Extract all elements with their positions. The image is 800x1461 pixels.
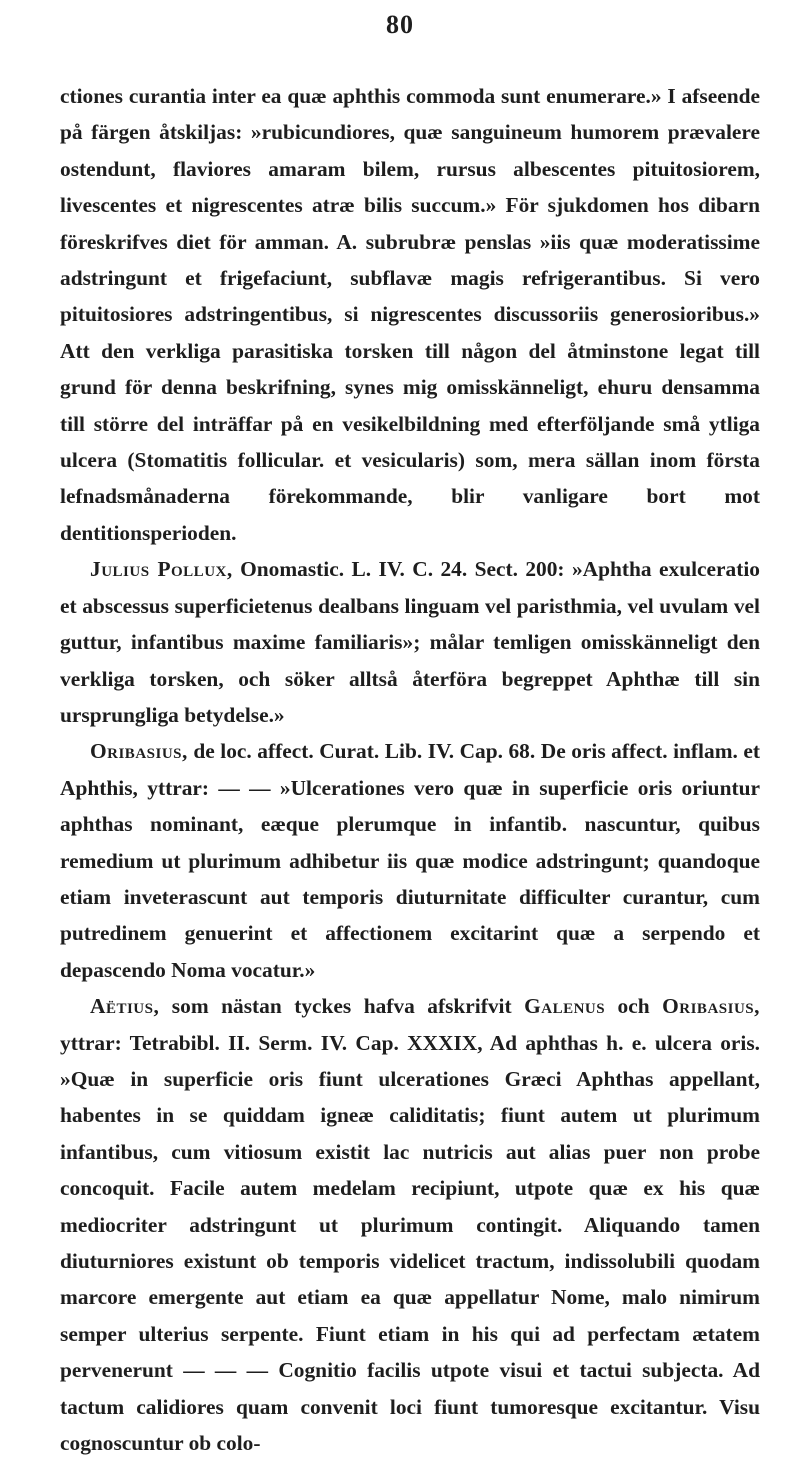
paragraph-text: Onomastic. L. IV. C. 24. Sect. 200: »Aphtha exulceratio et abscessus superficietenus dealbans linguam vel paristhmia, vel uvulam vel guttur, infantibus maxime familiaris»; målar temligen omisskänneligt den verkliga torsken, och söker alltså återföra begreppet Aphthæ till sin ursprungliga betydelse.» [60, 557, 760, 727]
author-name: Julius Pollux, [90, 557, 233, 582]
author-name: Oribasius, [90, 739, 188, 764]
author-name: Aëtius, [90, 994, 160, 1019]
page-number: 80 [386, 10, 414, 39]
paragraph-text: de loc. affect. Curat. Lib. IV. Cap. 68. De oris affect. inflam. et Aphthis, yttrar: — — »Ulcerationes vero quæ in superficie oris oriuntur aphthas nominant, eæque plerumque in infantib. nascuntur, quibus remedium ut plurimum adhibetur iis quæ modice adstringunt; quandoque etiam inveterascunt aut temporis diuturnitate difficulter curantur, cum putredinem genuerint et affectionem excitarint quæ a serpendo et depascendo Noma vocatur.» [60, 739, 760, 982]
paragraph-text: som nästan tyckes hafva afskrifvit [159, 994, 525, 1019]
author-name: Oribasius, [662, 994, 760, 1019]
paragraph-4 [60, 988, 760, 1461]
body-text [60, 78, 760, 1461]
author-name: Galenus [524, 994, 606, 1019]
paragraph-2 [60, 551, 760, 733]
paragraph-text: och [605, 994, 663, 1019]
paragraph-1: ctiones curantia inter ea quæ aphthis commoda sunt enumerare.» I afseende på färgen åtskiljas: »rubicundiores, quæ sanguineum humorem prævalere ostendunt, flaviores amaram bilem, rursus albescentes pituitosiorem, livescentes et nigrescentes atræ bilis succum.» För sjukdomen hos dibarn föreskrifves diet för amman. A. subrubræ penslas »iis quæ moderatissime adstringunt et frigefaciunt, subflavæ magis refrigerantibus. Si vero pituitosiores adstringentibus, si nigrescentes discussoriis generosioribus.» Att den verkliga parasitiska torsken till någon del åtminstone legat till grund för denna beskrifning, synes mig omisskänneligt, ehuru densamma till större del inträffar på en vesikelbildning med efterföljande små ytliga ulcera (Stomatitis follicular. et vesicularis) som, mera sällan inom första lefnadsmånaderna förekommande, blir vanligare bort mot dentitionsperioden. [60, 84, 760, 545]
paragraph-text: yttrar: Tetrabibl. II. Serm. IV. Cap. XXXIX, Ad aphthas h. e. ulcera oris. »Quæ in superficie oris fiunt ulcerationes Græci Aphthas appellant, habentes in se quiddam igneæ caliditatis; fiunt autem ut plurimum infantibus, cum vitiosum existit lac nutricis aut alias puer non probe concoquit. Facile autem medelam recipiunt, utpote quæ ex his quæ mediocriter adstringunt ut plurimum contingit. Aliquando tamen diuturniores existunt ob temporis videlicet tractum, indissolubili quodam marcore emergente aut etiam ea quæ appellatur Nome, malo nimirum semper ulterius serpente. Fiunt etiam in his qui ad perfectam ætatem pervenerunt — — — Cognitio facilis utpote visui et tactui subjecta. Ad tactum calidiores quam convenit loci fiunt tumoresque excitantur. Visu cognoscuntur ob colo- [60, 1030, 760, 1456]
paragraph-3 [60, 733, 760, 988]
